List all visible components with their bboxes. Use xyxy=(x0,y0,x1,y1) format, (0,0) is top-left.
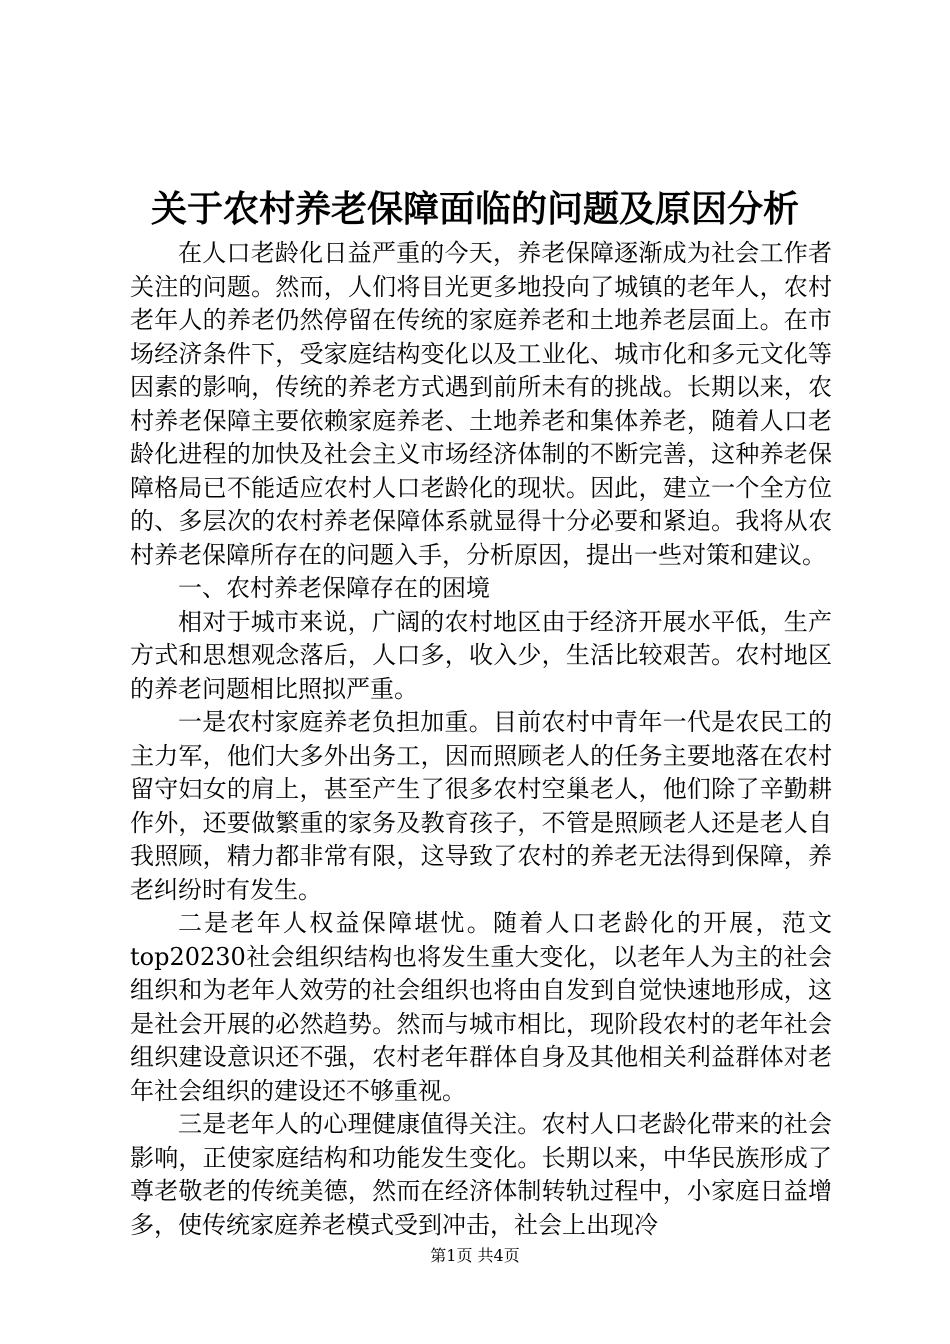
paragraph-overview: 相对于城市来说，广阔的农村地区由于经济开展水平低，生产方式和思想观念落后，人口多，收入少，生活比较艰苦。农村地区的养老问题相比照拟严重。 xyxy=(130,607,832,703)
document-title: 关于农村养老保障面临的问题及原因分析 xyxy=(150,188,799,230)
paragraph-intro: 在人口老龄化日益严重的今天，养老保障逐渐成为社会工作者关注的问题。然而，人们将目光更多地投向了城镇的老年人，农村老年人的养老仍然停留在传统的家庭养老和土地养老层面上。在市场经济条件下，受家庭结构变化以及工业化、城市化和多元文化等因素的影响，传统的养老方式遇到前所未有的挑战。长期以来，农村养老保障主要依赖家庭养老、土地养老和集体养老，随着人口老龄化进程的加快及社会主义市场经济体制的不断完善，这种养老保障格局已不能适应农村人口老龄化的现状。因此，建立一个全方位的、多层次的农村养老保障体系就显得十分必要和紧迫。我将从农村养老保障所存在的问题入手，分析原因，提出一些对策和建议。 xyxy=(130,239,832,569)
document-body xyxy=(130,237,832,1242)
paragraph-point-3: 三是老年人的心理健康值得关注。农村人口老龄化带来的社会影响，正使家庭结构和功能发生变化。长期以来，中华民族形成了尊老敬老的传统美德，然而在经济体制转轨过程中，小家庭日益增多，使传统家庭养老模式受到冲击，社会上出现冷 xyxy=(130,1110,832,1239)
paragraph-point-1: 一是农村家庭养老负担加重。目前农村中青年一代是农民工的主力军，他们大多外出务工，因而照顾老人的任务主要地落在农村留守妇女的肩上，甚至产生了很多农村空巢老人，他们除了辛勤耕作外，还要做繁重的家务及教育孩子，不管是照顾老人还是老人自我照顾，精力都非常有限，这导致了农村的养老无法得到保障，养老纠纷时有发生。 xyxy=(130,708,832,904)
section-heading-1: 一、农村养老保障存在的困境 xyxy=(178,574,490,602)
page-footer: 第1页 共4页 xyxy=(430,1246,520,1265)
paragraph-point-2: 二是老年人权益保障堪忧。随着人口老龄化的开展，范文top20230社会组织结构也将发生重大变化，以老年人为主的社会组织和为老年人效劳的社会组织也将由自发到自觉快速地形成，这是社会开展的必然趋势。然而与城市相比，现阶段农村的老年社会组织建设意识还不强，农村老年群体自身及其他相关利益群体对老年社会组织的建设还不够重视。 xyxy=(130,909,832,1105)
